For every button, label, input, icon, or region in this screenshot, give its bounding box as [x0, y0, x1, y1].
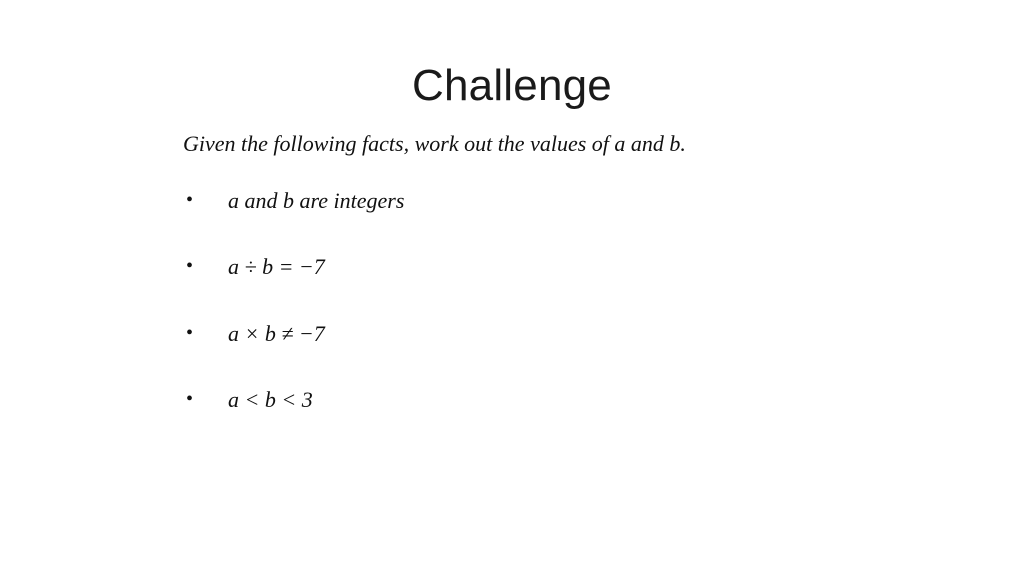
page-title: Challenge	[412, 61, 612, 111]
list-item-label: a ÷ b = −7	[228, 254, 325, 280]
list-item-label: a × b ≠ −7	[228, 320, 325, 346]
list-item	[183, 187, 883, 216]
bullet-icon: •	[186, 255, 194, 278]
slide-body	[183, 130, 883, 415]
facts-list	[183, 187, 883, 415]
list-item	[183, 386, 883, 415]
bullet-icon: •	[186, 188, 194, 211]
list-item	[183, 320, 883, 349]
list-item	[183, 253, 883, 282]
list-item-label: a < b < 3	[228, 387, 313, 413]
list-item-label: a and b are integers	[228, 187, 405, 213]
bullet-icon: •	[186, 321, 194, 344]
intro-text: Given the following facts, work out the values of a and b.	[183, 131, 686, 156]
bullet-icon: •	[186, 388, 194, 411]
